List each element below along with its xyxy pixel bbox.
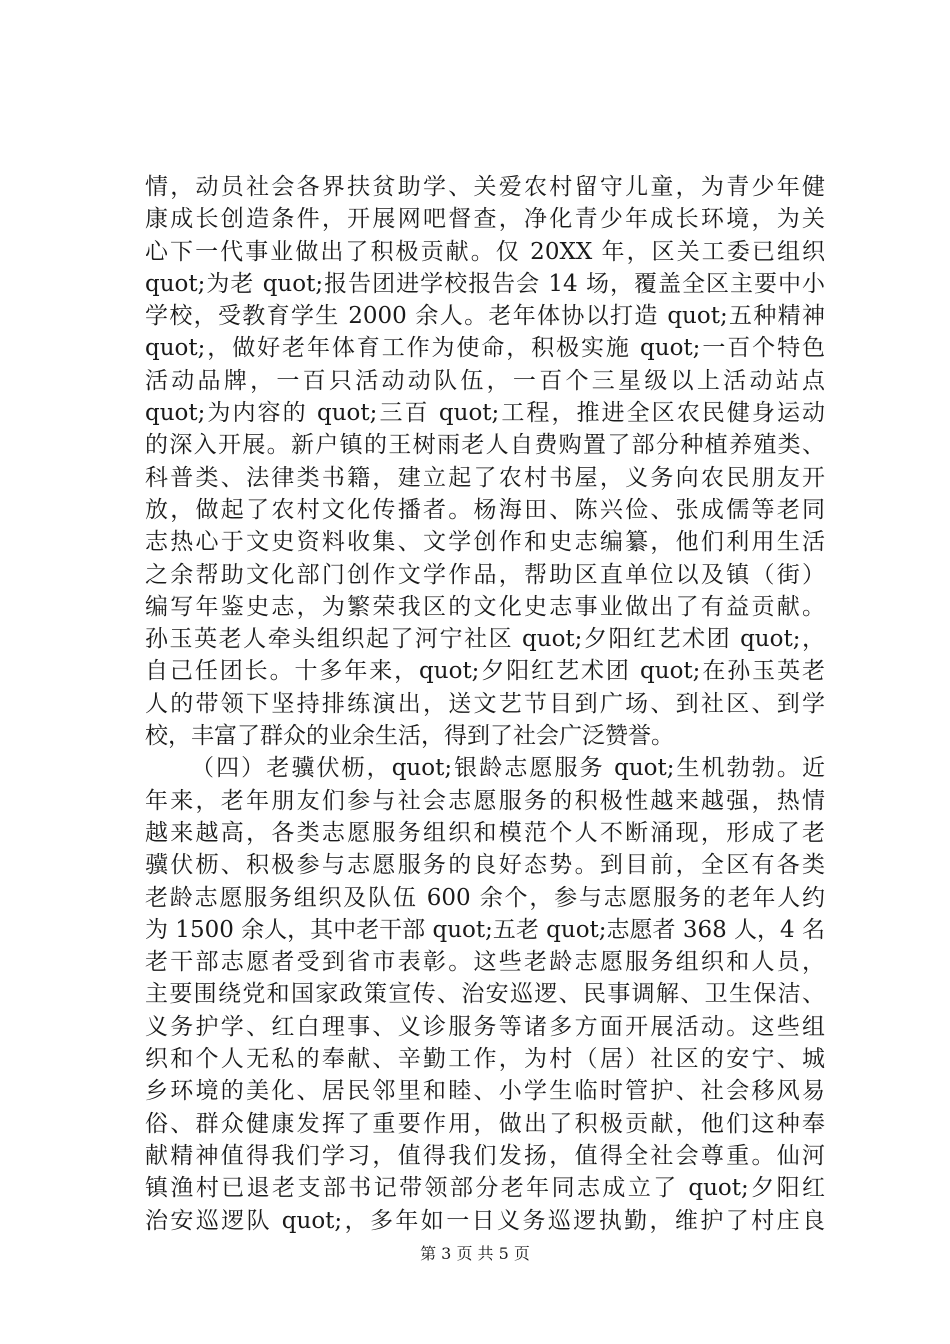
text-line: 康成长创造条件，开展网吧督查，净化青少年成长环境，为关 [145,206,825,233]
text-line: 之余帮助文化部门创作文学作品，帮助区直单位以及镇（街） [145,561,825,588]
text-line: 的深入开展。新户镇的王树雨老人自费购置了部分种植养殖类、 [145,432,825,459]
text-line: 主要围绕党和国家政策宣传、治安巡逻、民事调解、卫生保洁、 [145,981,825,1008]
text-line: 活动品牌，一百只活动动队伍，一百个三星级以上活动站点 [145,367,825,394]
text-line: 编写年鉴史志，为繁荣我区的文化史志事业做出了有益贡献。 [145,593,825,620]
text-line: 献精神值得我们学习，值得我们发扬，值得全社会尊重。仙河 [145,1142,825,1169]
text-line: 科普类、法律类书籍，建立起了农村书屋，义务向农民朋友开 [145,464,825,491]
text-line: 为 1500 余人，其中老干部 quot;五老 quot;志愿者 368 人，4 名 [145,916,825,943]
text-line: 孙玉英老人牵头组织起了河宁社区 quot;夕阳红艺术团 quot;， [145,626,825,653]
text-line: 治安巡逻队 quot;，多年如一日义务巡逻执勤，维护了村庄良 [145,1207,825,1234]
text-line: 自己任团长。十多年来，quot;夕阳红艺术团 quot;在孙玉英老 [145,658,825,685]
text-line: 俗、群众健康发挥了重要作用，做出了积极贡献，他们这种奉 [145,1110,825,1137]
text-line: 骥伏枥、积极参与志愿服务的良好态势。到目前，全区有各类 [145,852,825,879]
body-text [145,171,825,1237]
paragraph-end-line: 校，丰富了群众的业余生活，得到了社会广泛赞誉。 [145,723,674,750]
text-line: 乡环境的美化、居民邻里和睦、小学生临时管护、社会移风易 [145,1078,825,1105]
text-line: 心下一代事业做出了积极贡献。仅 20XX 年，区关工委已组织 [145,238,825,265]
section-heading-line: （四）老骥伏枥，quot;银龄志愿服务 quot;生机勃勃。近 [191,755,825,782]
text-line: 镇渔村已退老支部书记带领部分老年同志成立了 quot;夕阳红 [145,1175,825,1202]
text-line: quot;为内容的 quot;三百 quot;工程，推进全区农民健身运动 [145,400,825,427]
text-line: 放，做起了农村文化传播者。杨海田、陈兴俭、张成儒等老同 [145,496,825,523]
text-line: 老龄志愿服务组织及队伍 600 余个，参与志愿服务的老年人约 [145,884,825,911]
text-line: 学校，受教育学生 2000 余人。老年体协以打造 quot;五种精神 [145,303,825,330]
text-line: quot;为老 quot;报告团进学校报告会 14 场，覆盖全区主要中小 [145,270,825,297]
text-line: 志热心于文史资料收集、文学创作和史志编纂，他们利用生活 [145,529,825,556]
text-line: 老干部志愿者受到省市表彰。这些老龄志愿服务组织和人员， [145,949,825,976]
text-line: 义务护学、红白理事、义诊服务等诸多方面开展活动。这些组 [145,1013,825,1040]
text-line: 织和个人无私的奉献、辛勤工作，为村（居）社区的安宁、城 [145,1046,825,1073]
page-number-footer: 第 3 页 共 5 页 [420,1244,530,1263]
text-line: 人的带领下坚持排练演出，送文艺节目到广场、到社区、到学 [145,690,825,717]
text-line: 越来越高，各类志愿服务组织和模范个人不断涌现，形成了老 [145,819,825,846]
text-line: quot;，做好老年体育工作为使命，积极实施 quot;一百个特色 [145,335,825,362]
text-line: 年来，老年朋友们参与社会志愿服务的积极性越来越强，热情 [145,787,825,814]
text-line: 情，动员社会各界扶贫助学、关爱农村留守儿童，为青少年健 [145,174,825,200]
